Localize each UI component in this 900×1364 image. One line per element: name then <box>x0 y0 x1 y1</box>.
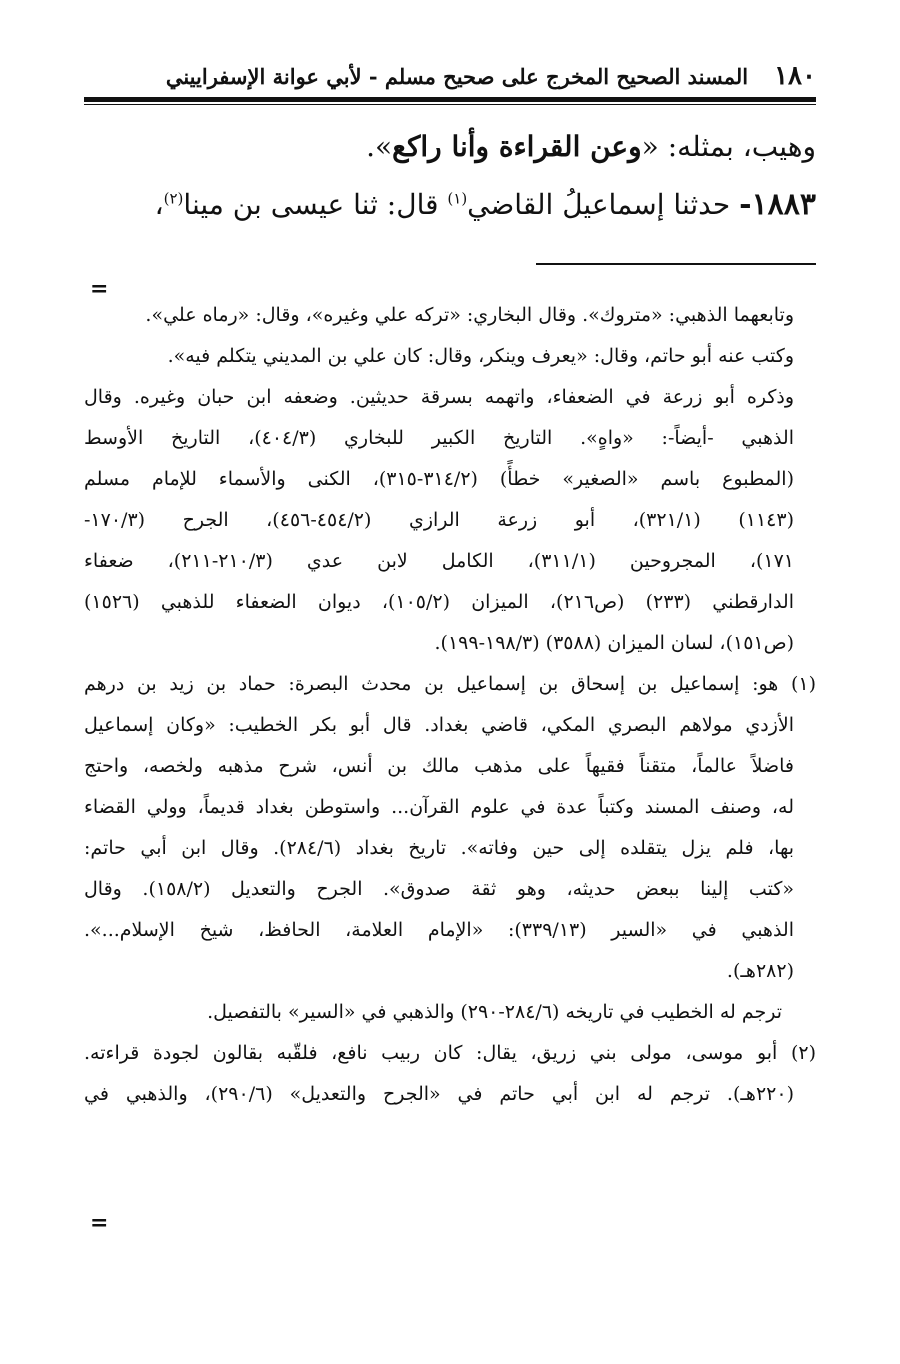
continuation-mark-bottom: = <box>90 1210 109 1236</box>
footnote-line: (المطبوع باسم «الصغير» خطأً) (٣١٤/٢-٣١٥)، الكنى والأسماء للإمام مسلم <box>84 468 794 490</box>
footnotes <box>84 295 816 1115</box>
footnote-1-line: له، وصنف المسند وكتباً عدة في علوم القرآن... واستوطن بغداد قديماً، وولي القضاء <box>84 796 794 818</box>
footnote-1-line: (٢٨٢هـ). <box>726 960 794 982</box>
footnote-2-line: (٢٢٠هـ). ترجم له ابن أبي حاتم في «الجرح والتعديل» (٢٩٠/٦)، والذهبي في <box>84 1083 794 1105</box>
quoted-phrase: وعن القراءة وأنا راكع <box>392 130 642 163</box>
running-title: المسند الصحيح المخرج على صحيح مسلم - لأبي عوانة الإسفراييني <box>165 63 749 89</box>
page-number: ١٨٠ <box>774 61 816 91</box>
footnote-1-line: بها، فلم يزل يتقلده إلى حين وفاته». تاريخ بغداد (٢٨٤/٦). وقال ابن أبي حاتم: <box>84 837 795 859</box>
main-line-1: وهيب، بمثله: «وعن القراءة وأنا راكع». <box>366 130 816 163</box>
main-line-2: ١٨٨٣- حدثنا إسماعيلُ القاضي$^{(١)}$ قال: ثنا عيسى بن مينا$^{(٢)}$، <box>154 187 816 222</box>
footnote-line: (١١٤٣) (٣٢١/١)، أبو زرعة الرازي (٤٥٤/٢-٤٥٦)، الجرح (١٧٠/٣- <box>84 509 794 531</box>
footnote-1-line: «كتب إلينا ببعض حديثه، وهو ثقة صدوق». الجرح والتعديل (١٥٨/٢). وقال <box>84 878 794 900</box>
footnote-2-line: (٢) أبو موسى، مولى بني زريق، يقال: كان ربيب نافع، فلقّبه بقالون لجودة قراءته. <box>84 1042 816 1064</box>
footnote-1-line: (١) هو: إسماعيل بن إسحاق بن إسماعيل بن محدث البصرة: حماد بن زيد بن درهم <box>84 673 816 695</box>
footnote-line: (ص١٥١)، لسان الميزان (٣٥٨٨) (١٩٨/٣-١٩٩). <box>434 632 794 654</box>
footnote-line: وذكره أبو زرعة في الضعفاء، واتهمه بسرقة حديثين. وضعفه ابن حبان وغيره. وقال <box>84 386 794 408</box>
footnote-1-line: ترجم له الخطيب في تاريخه (٢٨٤/٦-٢٩٠) والذهبي في «السير» بالتفصيل. <box>207 1001 782 1023</box>
footnote-1-line: الذهبي في «السير (٣٣٩/١٣): «الإمام العلامة، الحافظ، شيخ الإسلام...». <box>84 919 794 941</box>
footnote-line: وتابعهما الذهبي: «متروك». وقال البخاري: «تركه علي وغيره»، وقال: «رماه علي». <box>145 304 794 326</box>
continuation-mark-top: = <box>90 276 109 302</box>
footnote-line: الذهبي -أيضاً-: «واهٍ». التاريخ الكبير للبخاري (٤٠٤/٣)، التاريخ الأوسط <box>84 427 795 449</box>
header-rule-thin <box>84 104 816 105</box>
footnote-line: وكتب عنه أبو حاتم، وقال: «يعرف وينكر، وقال: كان علي بن المديني يتكلم فيه». <box>167 345 794 367</box>
footnote-1-line: فاضلاً عالماً، متقناً فقيهاً على مذهب مالك بن أنس، شرح مذهبه ولخصه، واحتج <box>84 755 794 777</box>
main-text <box>84 118 816 234</box>
footnote-1-line: الأزدي مولاهم البصري المكي، قاضي بغداد. قال أبو بكر الخطيب: «وكان إسماعيل <box>84 714 794 736</box>
page-header <box>84 58 816 94</box>
footnote-separator <box>536 263 816 265</box>
footnote-line: الدارقطني (٢٣٣) (ص٢١٦)، الميزان (١٠٥/٢)، ديوان الضعفاء للذهبي (١٥٢٦) <box>84 591 794 613</box>
header-rule-thick <box>84 97 816 102</box>
footnote-line: ١٧١)، المجروحين (٣١١/١)، الكامل لابن عدي (٢١٠/٣-٢١١)، ضعفاء <box>84 550 794 572</box>
footnote-ref-2: (٢) <box>163 189 184 208</box>
hadith-number: ١٨٨٣- <box>739 187 816 222</box>
footnote-ref-1: (١) <box>447 189 468 208</box>
